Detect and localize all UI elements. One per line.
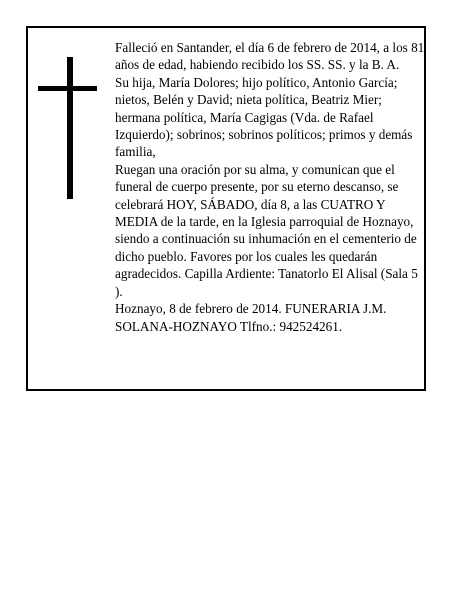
cross-horizontal-bar bbox=[38, 86, 97, 91]
notice-text bbox=[115, 39, 425, 335]
family-list: Su hija, María Dolores; hijo político, Antonio García; nietos, Belén y David; nieta política, Beatriz Mier; hermana política, María Cagigas (Vda. de Rafael Izquierdo); sobrinos; sobrinos políticos; primos y demás familia, bbox=[115, 74, 413, 160]
cross-vertical-bar bbox=[67, 57, 73, 199]
funeral-details: Ruegan una oración por su alma, y comunican que el funeral de cuerpo presente, por su eterno descanso, se celebrará HOY, SÁBADO, día 8, a las CUATRO Y MEDIA de la tarde, en la Iglesia parroquial de Hoznayo, siendo a continuación su inhumación en el cementerio de dicho pueblo. Favores por los cuales les quedarán agradecidos. Capilla Ardiente: Tanatorlo El Alisal (Sala 5 ). bbox=[115, 161, 418, 299]
funeral-home-footer: Hoznayo, 8 de febrero de 2014. FUNERARIA J.M. SOLANA-HOZNAYO Tlfno.: 942524261. bbox=[115, 301, 387, 334]
obituary-notice bbox=[26, 26, 426, 391]
death-announcement: Falleció en Santander, el día 6 de febrero de 2014, a los 81 años de edad, habiendo recibido los SS. SS. y la B. A. bbox=[115, 40, 425, 73]
